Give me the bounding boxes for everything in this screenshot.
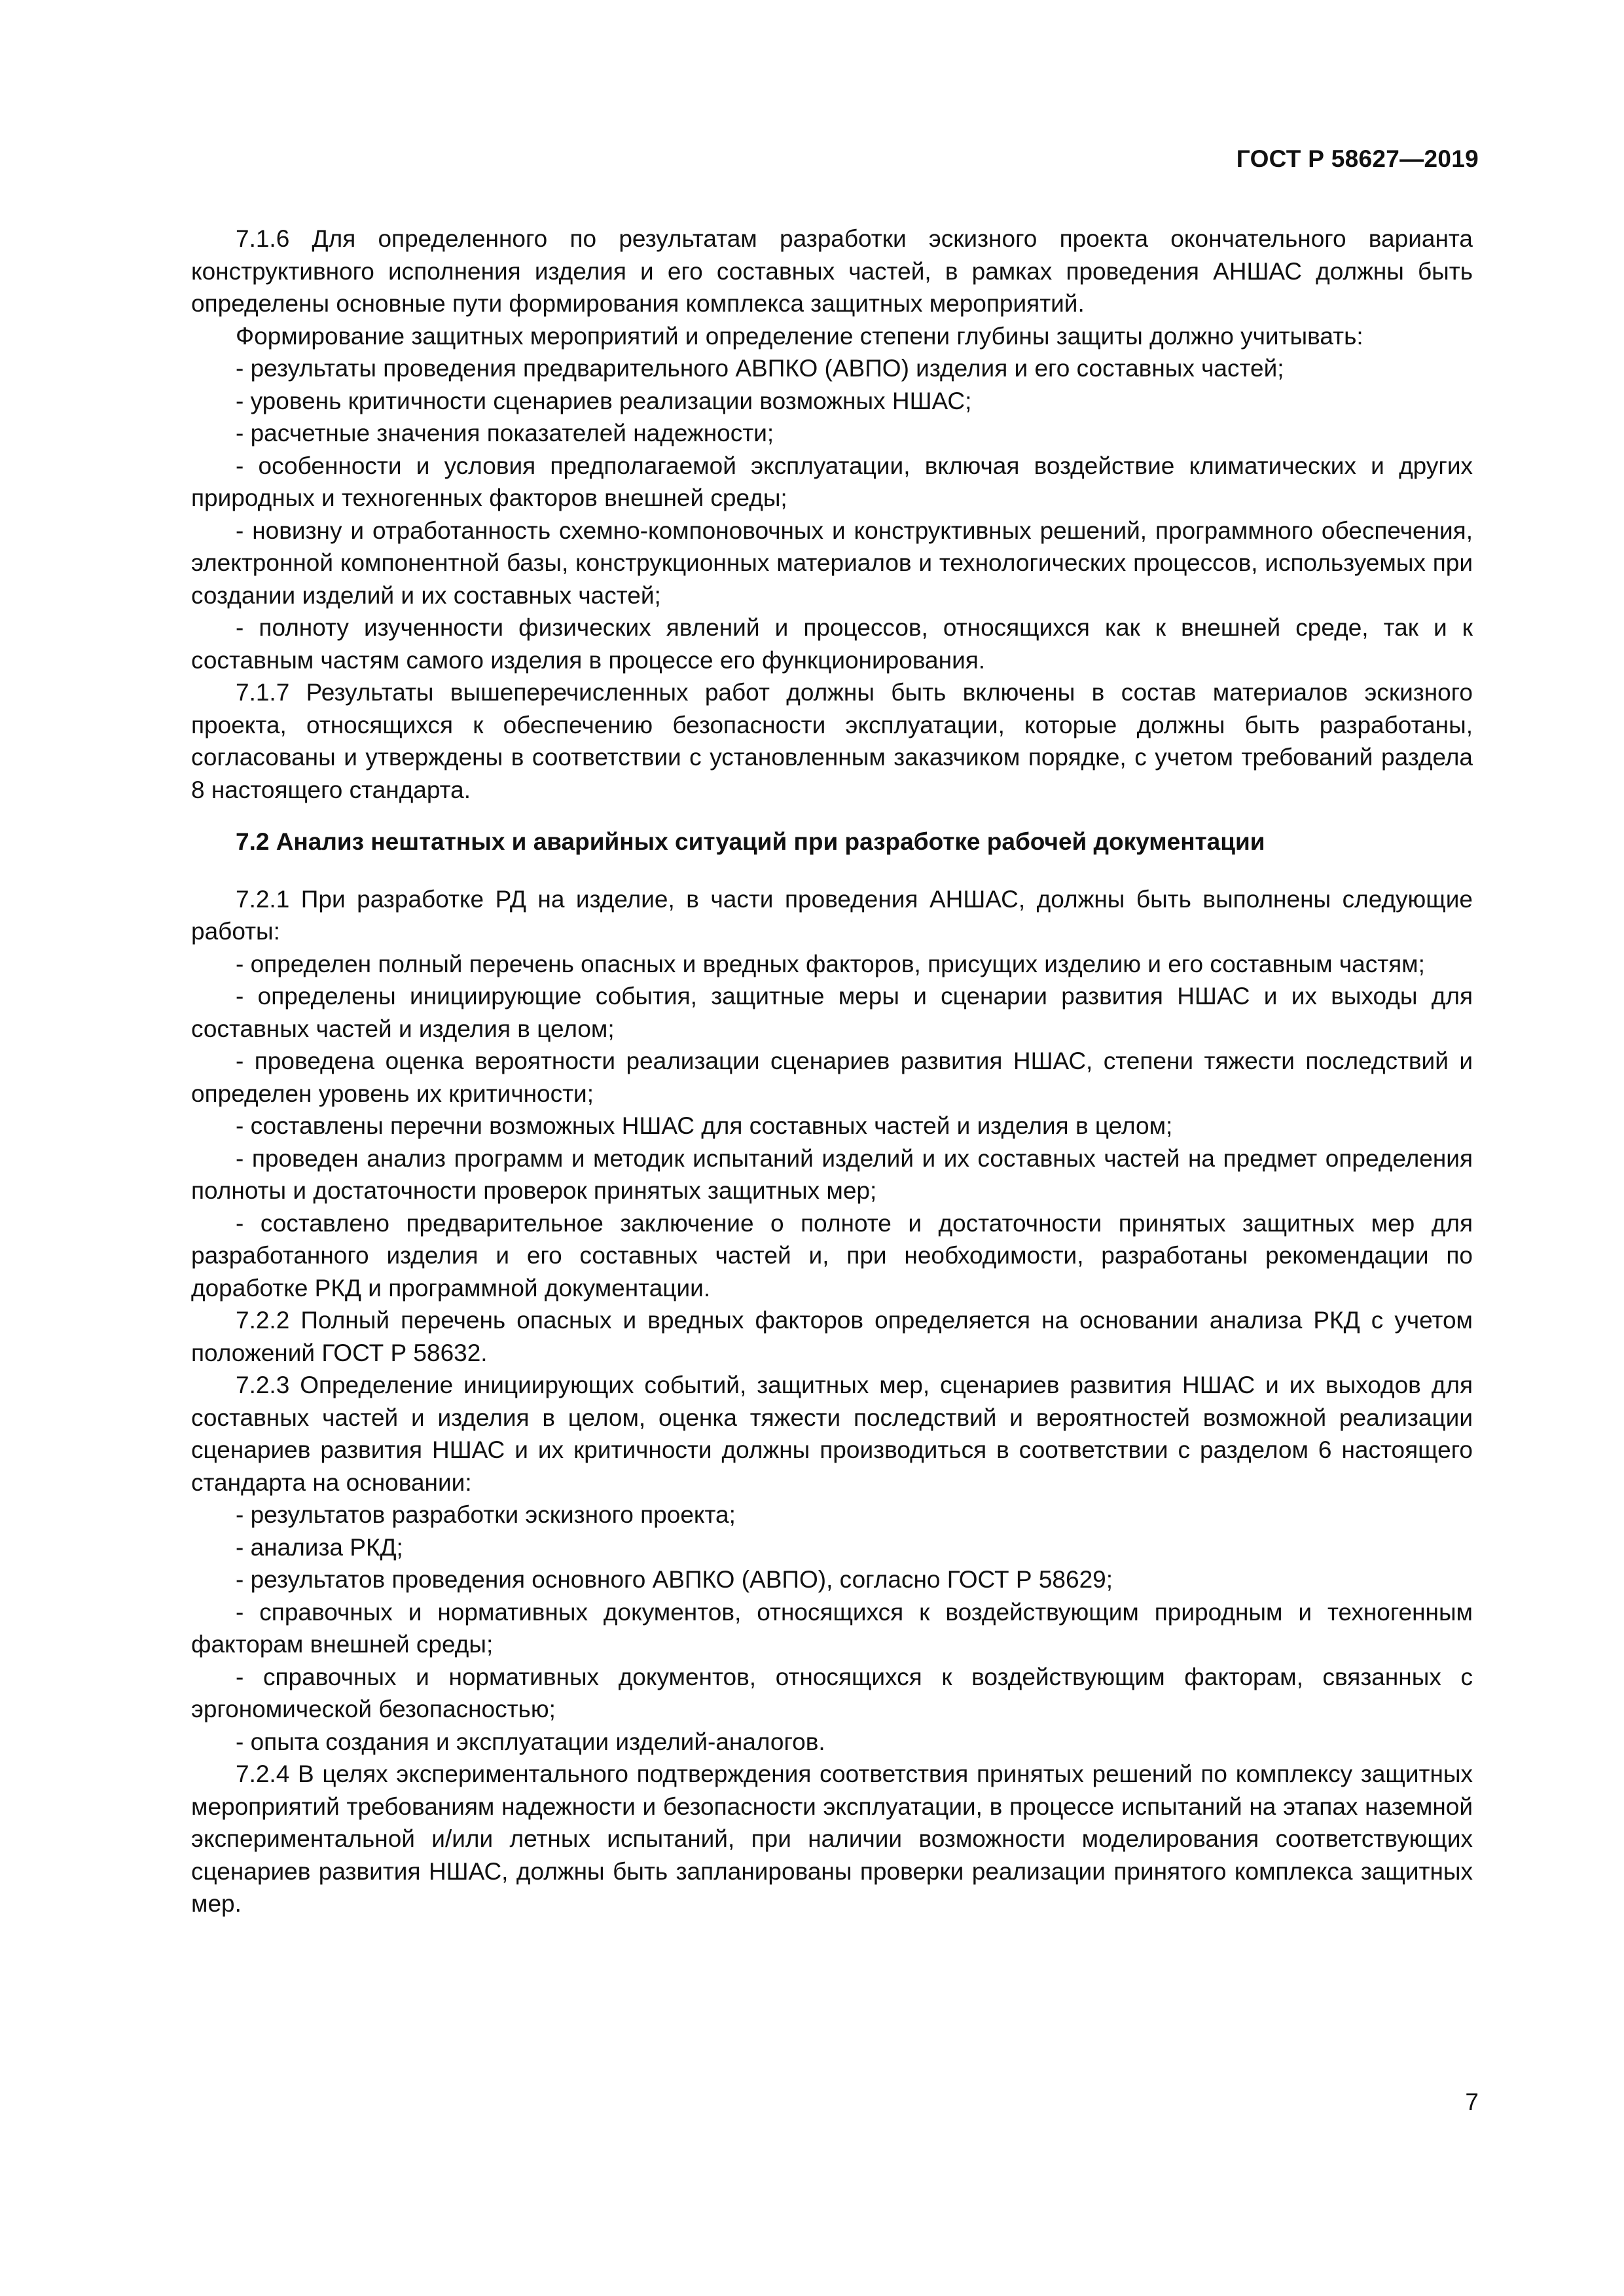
paragraph-7-1-7: 7.1.7 Результаты вышеперечисленных работ должны быть включены в состав материалов эскизного проекта, относящихся к обеспечению безопасности эксплуатации, которые должны быть разработаны, согласованы и утверждены в соответствии с установленным заказчиком порядке, с учетом требований раздела 8 настоящего стандарта. xyxy=(191,679,1473,803)
list-item: - составлены перечни возможных НШАС для составных частей и изделия в целом; xyxy=(236,1112,1173,1139)
list-item: - уровень критичности сценариев реализации возможных НШАС; xyxy=(236,387,972,414)
paragraph-7-2-1: 7.2.1 При разработке РД на изделие, в части проведения АНШАС, должны быть выполнены следующие работы: xyxy=(191,885,1473,945)
section-heading-7-2: 7.2 Анализ нештатных и аварийных ситуаций при разработке рабочей документации xyxy=(236,828,1265,855)
paragraph-7-2-2: 7.2.2 Полный перечень опасных и вредных факторов определяется на основании анализа РКД с учетом положений ГОСТ Р 58632. xyxy=(191,1307,1473,1366)
document-body xyxy=(191,223,1473,1920)
paragraph: Формирование защитных мероприятий и определение степени глубины защиты должно учитывать: xyxy=(236,322,1363,350)
list-item: - проведена оценка вероятности реализации сценариев развития НШАС, степени тяжести последствий и определен уровень их критичности; xyxy=(191,1048,1473,1107)
list-item: - проведен анализ программ и методик испытаний изделий и их составных частей на предмет определения полноты и достаточности проверок принятых защитных мер; xyxy=(191,1144,1473,1204)
list-item: - особенности и условия предполагаемой эксплуатации, включая воздействие климатических и других природных и техногенных факторов внешней среды; xyxy=(191,452,1473,511)
paragraph-7-1-6: 7.1.6 Для определенного по результатам разработки эскизного проекта окончательного варианта конструктивного исполнения изделия и его составных частей, в рамках проведения АНШАС должны быть определены основные пути формирования комплекса защитных мероприятий. xyxy=(191,225,1473,317)
list-item: - расчетные значения показателей надежности; xyxy=(236,420,774,446)
list-item: - опыта создания и эксплуатации изделий-аналогов. xyxy=(236,1728,825,1755)
page-number: 7 xyxy=(1465,2088,1479,2115)
list-item: - справочных и нормативных документов, относящихся к воздействующим факторам, связанных с эргономической безопасностью; xyxy=(191,1663,1473,1722)
list-item: - результаты проведения предварительного АВПКО (АВПО) изделия и его составных частей; xyxy=(236,355,1284,382)
paragraph-7-2-4: 7.2.4 В целях экспериментального подтверждения соответствия принятых решений по комплексу защитных мероприятий требованиям надежности и безопасности эксплуатации, в процессе испытаний на этапах наземной экспериментальной и/или летных испытаний, при наличии возможности моделирования соответствующих сценариев развития НШАС, должны быть запланированы проверки реализации принятого комплекса защитных мер. xyxy=(191,1760,1473,1917)
list-item: - справочных и нормативных документов, относящихся к воздействующим природным и техногенным факторам внешней среды; xyxy=(191,1598,1473,1658)
list-item: - составлено предварительное заключение о полноте и достаточности принятых защитных мер для разработанного изделия и его составных частей и, при необходимости, разработаны рекомендации по доработке РКД и программной документации. xyxy=(191,1209,1473,1302)
paragraph-7-2-3: 7.2.3 Определение инициирующих событий, защитных мер, сценариев развития НШАС и их выходов для составных частей и изделия в целом, оценка тяжести последствий и вероятностей возможной реализации сценариев развития НШАС и их критичности должны производиться в соответствии с разделом 6 настоящего стандарта на основании: xyxy=(191,1372,1473,1496)
list-item: - определены инициирующие события, защитные меры и сценарии развития НШАС и их выходы для составных частей и изделия в целом; xyxy=(191,983,1473,1042)
list-item: - результатов разработки эскизного проекта; xyxy=(236,1501,736,1528)
list-item: - анализа РКД; xyxy=(236,1533,403,1561)
list-item: - определен полный перечень опасных и вредных факторов, присущих изделию и его составным частям; xyxy=(236,950,1425,977)
list-item: - результатов проведения основного АВПКО (АВПО), согласно ГОСТ Р 58629; xyxy=(236,1566,1113,1593)
list-item: - полноту изученности физических явлений и процессов, относящихся как к внешней среде, так и к составным частям самого изделия в процессе его функционирования. xyxy=(191,614,1473,674)
list-item: - новизну и отработанность схемно-компоновочных и конструктивных решений, программного обеспечения, электронной компонентной базы, конструкционных материалов и технологических процессов, используемых при создании изделий и их составных частей; xyxy=(191,517,1473,609)
document-code-header: ГОСТ Р 58627—2019 xyxy=(1236,145,1479,172)
